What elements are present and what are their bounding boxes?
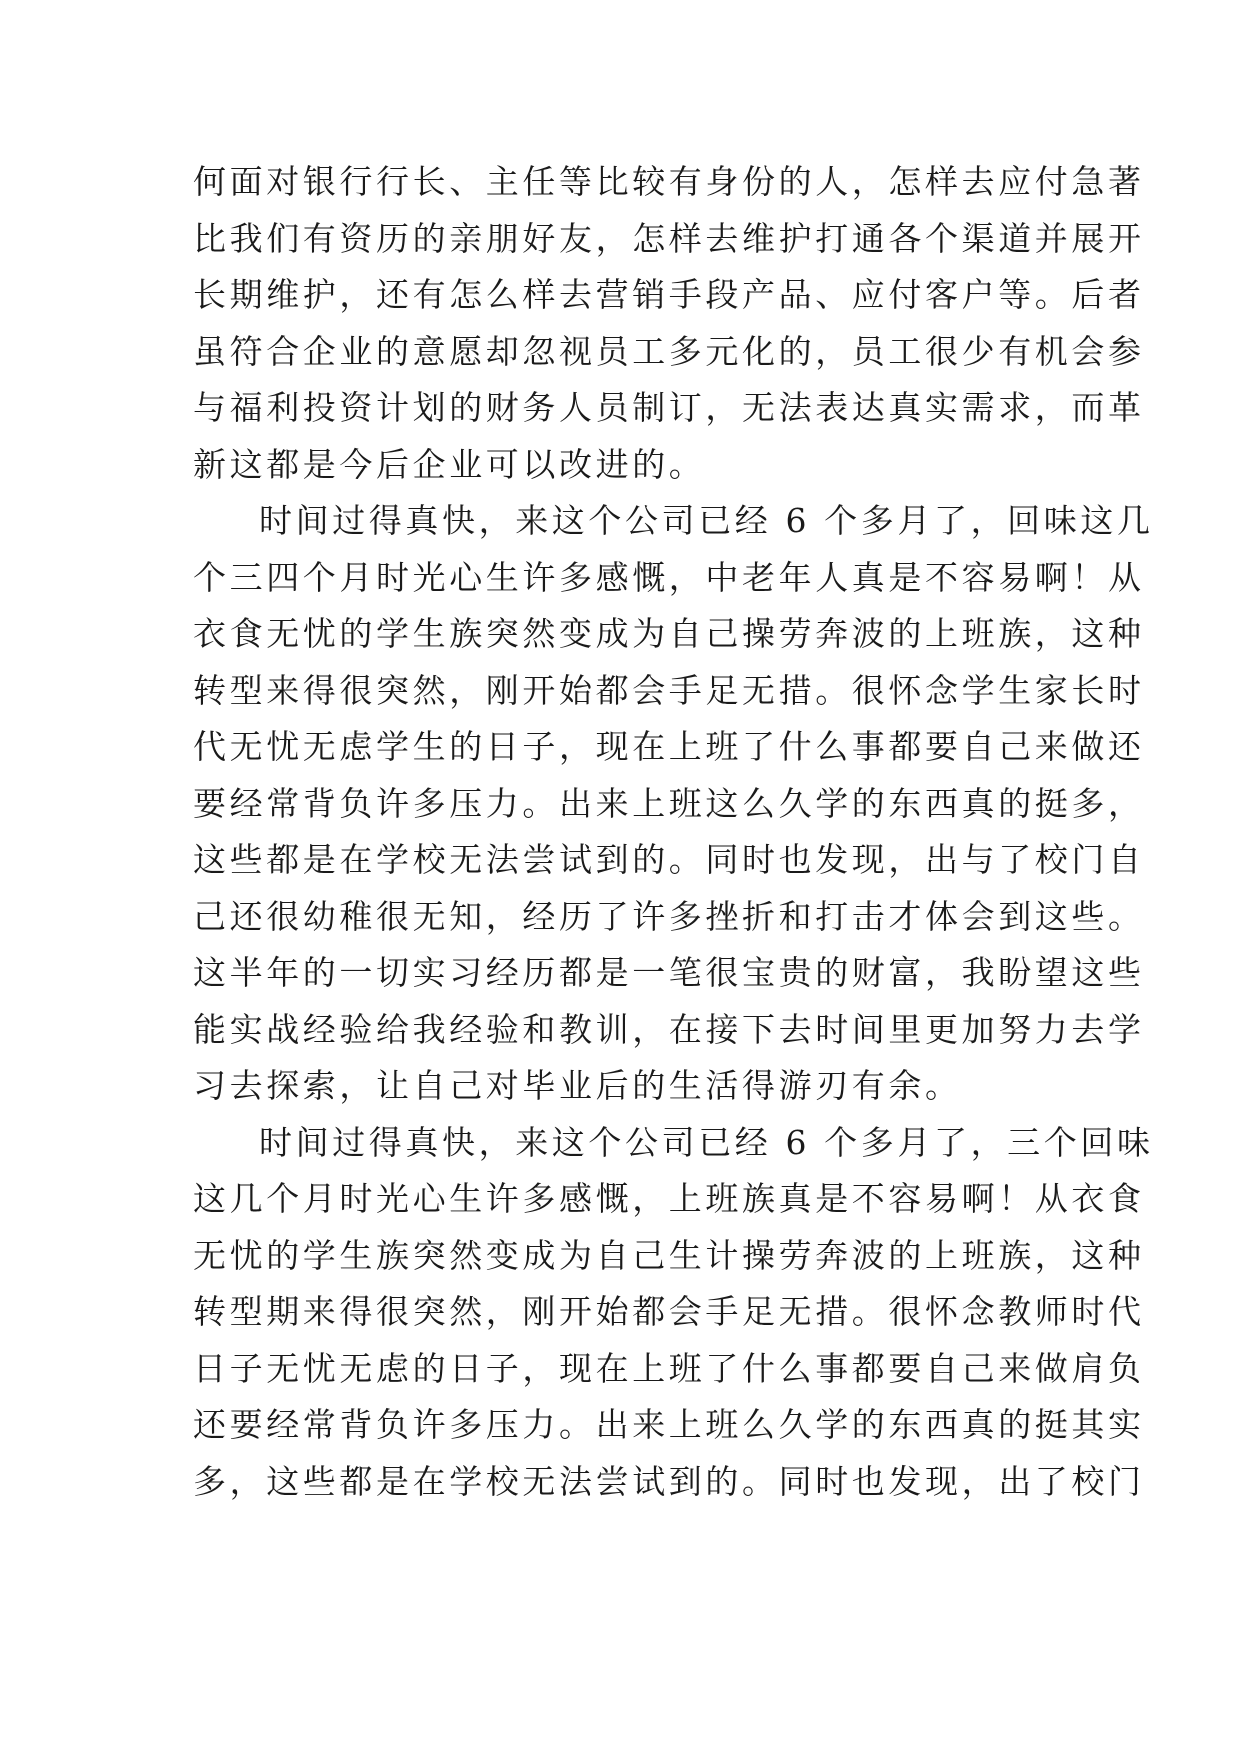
text-line: 日子无忧无虑的日子，现在上班了什么事都要自己来做肩负: [193, 1348, 1145, 1388]
text-line: 长期维护，还有怎么样去营销手段产品、应付客户等。后者: [193, 275, 1145, 314]
text-line: 虽符合企业的意愿却忽视员工多元化的，员工很少有机会参: [193, 331, 1145, 371]
text-line: 个三四个月时光心生许多感慨，中老年人真是不容易啊！从: [193, 557, 1145, 597]
text-line: 代无忧无虑学生的日子，现在上班了什么事都要自己来做还: [193, 727, 1145, 766]
text-line: 这些都是在学校无法尝试到的。同时也发现，出与了校门自: [193, 840, 1145, 879]
text-line: 比我们有资历的亲朋好友，怎样去维护打通各个渠道并展开: [193, 218, 1145, 258]
text-line: 要经常背负许多压力。出来上班这么久学的东西真的挺多，: [193, 783, 1145, 823]
text-line: 多，这些都是在学校无法尝试到的。同时也发现，出了校门: [193, 1461, 1145, 1501]
text-line: 这几个月时光心生许多感慨，上班族真是不容易啊！从衣食: [193, 1179, 1145, 1218]
text-line: 还要经常背负许多压力。出来上班么久学的东西真的挺其实: [193, 1405, 1145, 1444]
text-line: 转型来得很突然，刚开始都会手足无措。很怀念学生家长时: [193, 670, 1145, 710]
text-line: 新这都是今后企业可以改进的。: [193, 444, 706, 484]
text-line: 能实战经验给我经验和教训，在接下去时间里更加努力去学: [193, 1009, 1145, 1049]
text-line: 衣食无忧的学生族突然变成为自己操劳奔波的上班族，这种: [193, 614, 1145, 653]
text-line: 与福利投资计划的财务人员制订，无法表达真实需求，而革: [193, 388, 1145, 427]
text-line: 转型期来得很突然，刚开始都会手足无措。很怀念教师时代: [193, 1292, 1145, 1331]
text-line: 习去探索，让自己对毕业后的生活得游刃有余。: [193, 1066, 962, 1105]
text-line: 这半年的一切实习经历都是一笔很宝贵的财富，我盼望这些: [193, 953, 1145, 992]
text-line: 无忧的学生族突然变成为自己生计操劳奔波的上班族，这种: [193, 1235, 1145, 1275]
text-line: 何面对银行行长、主任等比较有身份的人，怎样去应付急著: [193, 162, 1145, 201]
text-line: 己还很幼稚很无知，经历了许多挫折和打击才体会到这些。: [193, 896, 1145, 936]
paragraph-first-line: 时间过得真快，来这个公司已经 6 个多月了，回味这几: [259, 501, 1154, 540]
paragraph-first-line: 时间过得真快，来这个公司已经 6 个多月了，三个回味: [259, 1122, 1154, 1162]
body-text: [193, 154, 1154, 1510]
